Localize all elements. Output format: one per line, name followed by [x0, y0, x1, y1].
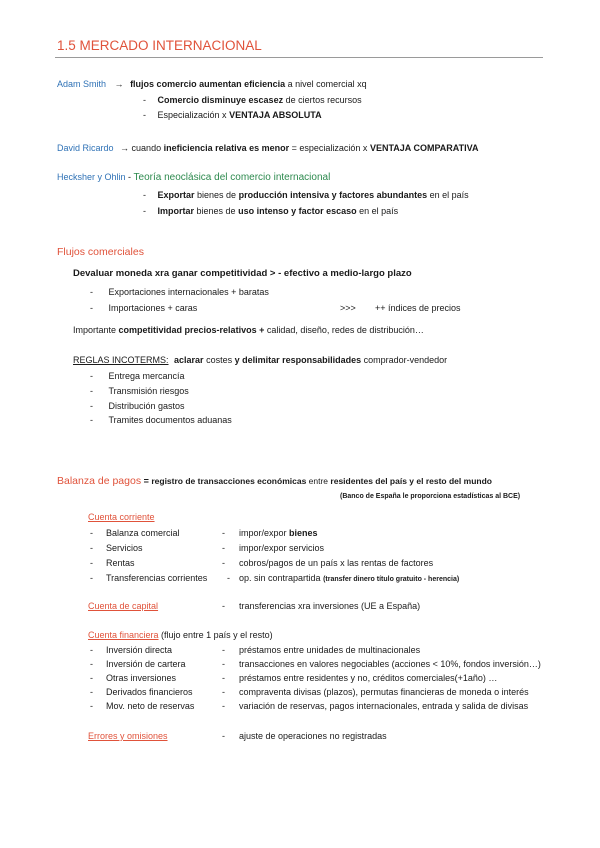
cf-row-name: Inversión directa	[106, 645, 173, 655]
smith-text-3: Especialización x	[157, 110, 230, 120]
cuenta-financiera-note: (flujo entre 1 país y el resto)	[158, 630, 273, 640]
cc-row-desc: cobros/pagos de un país x las rentas de factores	[239, 558, 434, 568]
cc-row-dash: -	[90, 573, 93, 583]
reglas-label: REGLAS INCOTERMS:	[73, 355, 169, 365]
reglas-item-text: Distribución gastos	[108, 401, 185, 411]
flujos-importante	[73, 325, 424, 336]
dash: -	[90, 371, 93, 381]
dash: -	[143, 206, 146, 216]
cf-row-desc: variación de reservas, pagos internacionales, entrada y salida de divisas	[239, 701, 529, 711]
balanza-source: (Banco de España le proporciona estadísticas al BCE)	[340, 493, 521, 500]
cf-row-name: Otras inversiones	[106, 673, 177, 683]
hecksher-bold: producción intensiva y factores abundantes	[238, 190, 428, 200]
reglas-text: costes	[203, 355, 235, 365]
cc-row-name: Balanza comercial	[106, 528, 180, 538]
cc-row-desc	[239, 573, 459, 584]
cuenta-capital-desc: transferencias xra inversiones (UE a España)	[239, 601, 421, 611]
cf-row-dash: -	[90, 701, 93, 711]
flujos-item-2-arrow: >>>	[340, 303, 356, 313]
cf-row-desc: préstamos entre residentes y no, créditos comerciales(+1año) …	[239, 673, 498, 683]
flujos-item-1	[90, 287, 269, 298]
cc-row-dash: -	[90, 543, 93, 553]
cc-row-sep: -	[222, 558, 225, 568]
cf-row-sep: -	[222, 673, 225, 683]
hecksher-line-1	[143, 190, 469, 201]
ricardo-name: David Ricardo	[57, 143, 114, 153]
smith-bold-2: Comercio disminuye escasez	[157, 95, 284, 105]
cc-desc-note: (transfer dinero título gratuito - herencia)	[323, 576, 460, 583]
cc-row-name: Transferencias corrientes	[106, 573, 208, 583]
hecksher-theory: Teoría neoclásica del comercio internacional	[133, 172, 331, 183]
cc-row-sep: -	[227, 573, 230, 583]
hecksher-text: bienes de	[194, 206, 239, 216]
hecksher-text: en el país	[356, 206, 399, 216]
cc-row-desc: impor/expor servicios	[239, 543, 325, 553]
cf-row-sep: -	[222, 659, 225, 669]
ricardo-pre: cuando	[129, 143, 164, 153]
reglas-item	[90, 415, 232, 426]
cuenta-corriente-label: Cuenta corriente	[88, 512, 155, 522]
cf-row-dash: -	[90, 687, 93, 697]
cc-row-desc	[239, 528, 318, 539]
cf-row-sep: -	[222, 687, 225, 697]
flujos-item-2-right: ++ índices de precios	[375, 303, 461, 313]
smith-name: Adam Smith	[57, 79, 107, 89]
flujos-item-text: Importaciones + caras	[108, 303, 198, 313]
errores-label: Errores y omisiones	[88, 731, 168, 741]
reglas-item-text: Entrega mercancía	[108, 371, 185, 381]
smith-bold-1: flujos comercio aumentan eficiencia	[130, 79, 286, 89]
flujos-item-text: Exportaciones internacionales + baratas	[108, 287, 269, 297]
title-divider	[55, 57, 543, 58]
page-title: 1.5 MERCADO INTERNACIONAL	[57, 38, 262, 53]
cc-row-sep: -	[222, 543, 225, 553]
cuenta-financiera-label: Cuenta financiera	[88, 630, 159, 640]
dash: -	[90, 303, 93, 313]
hecksher-export: Exportar	[157, 190, 195, 200]
dash: -	[143, 95, 146, 105]
cc-row-dash: -	[90, 528, 93, 538]
ricardo-bold-2: VENTAJA COMPARATIVA	[369, 143, 479, 153]
balanza-eq: =	[141, 476, 152, 486]
smith-line-2	[143, 95, 362, 106]
dash: -	[90, 415, 93, 425]
cc-desc-text: impor/expor	[239, 528, 290, 538]
flujos-heading: Flujos comerciales	[57, 246, 144, 258]
reglas-item	[90, 386, 189, 397]
dash: -	[90, 287, 93, 297]
hecksher-name: Hecksher y Ohlin	[57, 172, 126, 182]
cf-row-name: Derivados financieros	[106, 687, 193, 697]
hecksher-bold: uso intenso y factor escaso	[238, 206, 357, 216]
dash: -	[143, 110, 146, 120]
cuenta-capital-label: Cuenta de capital	[88, 601, 159, 611]
reglas-item-text: Transmisión riesgos	[108, 386, 189, 396]
cc-desc-bold: bienes	[289, 528, 318, 538]
balanza-heading: Balanza de pagos	[57, 475, 142, 487]
cf-row-name: Mov. neto de reservas	[106, 701, 195, 711]
cf-row-dash: -	[90, 645, 93, 655]
cc-row-sep: -	[222, 528, 225, 538]
balanza-line	[57, 475, 492, 488]
cuenta-financiera-line	[88, 630, 273, 641]
smith-line-3	[143, 110, 322, 121]
cf-row-desc: compraventa divisas (plazos), permutas financieras de moneda o interés	[239, 687, 529, 697]
cuenta-capital-sep: -	[222, 601, 225, 611]
flujos-main: Devaluar moneda xra ganar competitividad > - efectivo a medio-largo plazo	[73, 268, 412, 279]
hecksher-import: Importar	[157, 206, 195, 216]
flujos-item-2	[90, 303, 197, 314]
ricardo-mid: = especialización x	[289, 143, 370, 153]
cc-row-name: Rentas	[106, 558, 135, 568]
smith-arrow-icon: →	[114, 79, 124, 89]
dash: -	[90, 386, 93, 396]
cf-row-dash: -	[90, 673, 93, 683]
cf-row-dash: -	[90, 659, 93, 669]
importante-bold: competitividad precios-relativos +	[118, 325, 265, 335]
reglas-text: comprador-vendedor	[361, 355, 448, 365]
cf-row-sep: -	[222, 701, 225, 711]
reglas-item	[90, 371, 185, 382]
balanza-bold: registro de transacciones económicas	[151, 476, 307, 486]
cc-desc-text: op. sin contrapartida	[239, 573, 324, 583]
reglas-bold: aclarar	[174, 355, 204, 365]
errores-sep: -	[222, 731, 225, 741]
ricardo-line	[57, 143, 478, 154]
hecksher-text: en el país	[427, 190, 469, 200]
ricardo-bold-1: ineficiencia relativa es menor	[163, 143, 290, 153]
smith-line-1	[57, 79, 367, 90]
cf-row-sep: -	[222, 645, 225, 655]
ricardo-arrow-icon: →	[120, 143, 130, 153]
reglas-bold: y delimitar responsabilidades	[234, 355, 362, 365]
reglas-item-text: Tramites documentos aduanas	[108, 415, 232, 425]
smith-text-1: a nivel comercial xq	[285, 79, 367, 89]
smith-bold-3: VENTAJA ABSOLUTA	[229, 110, 322, 120]
errores-desc: ajuste de operaciones no registradas	[239, 731, 387, 741]
cf-row-name: Inversión de cartera	[106, 659, 186, 669]
dash: -	[143, 190, 146, 200]
importante-text: Importante	[73, 325, 119, 335]
balanza-text: entre	[306, 476, 331, 486]
importante-rest: calidad, diseño, redes de distribución…	[264, 325, 424, 335]
cf-row-desc: transacciones en valores negociables (acciones < 10%, fondos inversión…)	[239, 659, 541, 669]
cc-row-dash: -	[90, 558, 93, 568]
reglas-item	[90, 401, 185, 412]
hecksher-line	[57, 172, 330, 184]
dash: -	[90, 401, 93, 411]
cc-row-name: Servicios	[106, 543, 143, 553]
balanza-bold: residentes del país y el resto del mundo	[330, 476, 492, 486]
smith-text-2: de ciertos recursos	[283, 95, 362, 105]
reglas-line	[73, 355, 447, 366]
hecksher-sep: -	[125, 172, 134, 182]
hecksher-line-2	[143, 206, 398, 217]
cf-row-desc: préstamos entre unidades de multinacionales	[239, 645, 421, 655]
hecksher-text: bienes de	[194, 190, 239, 200]
